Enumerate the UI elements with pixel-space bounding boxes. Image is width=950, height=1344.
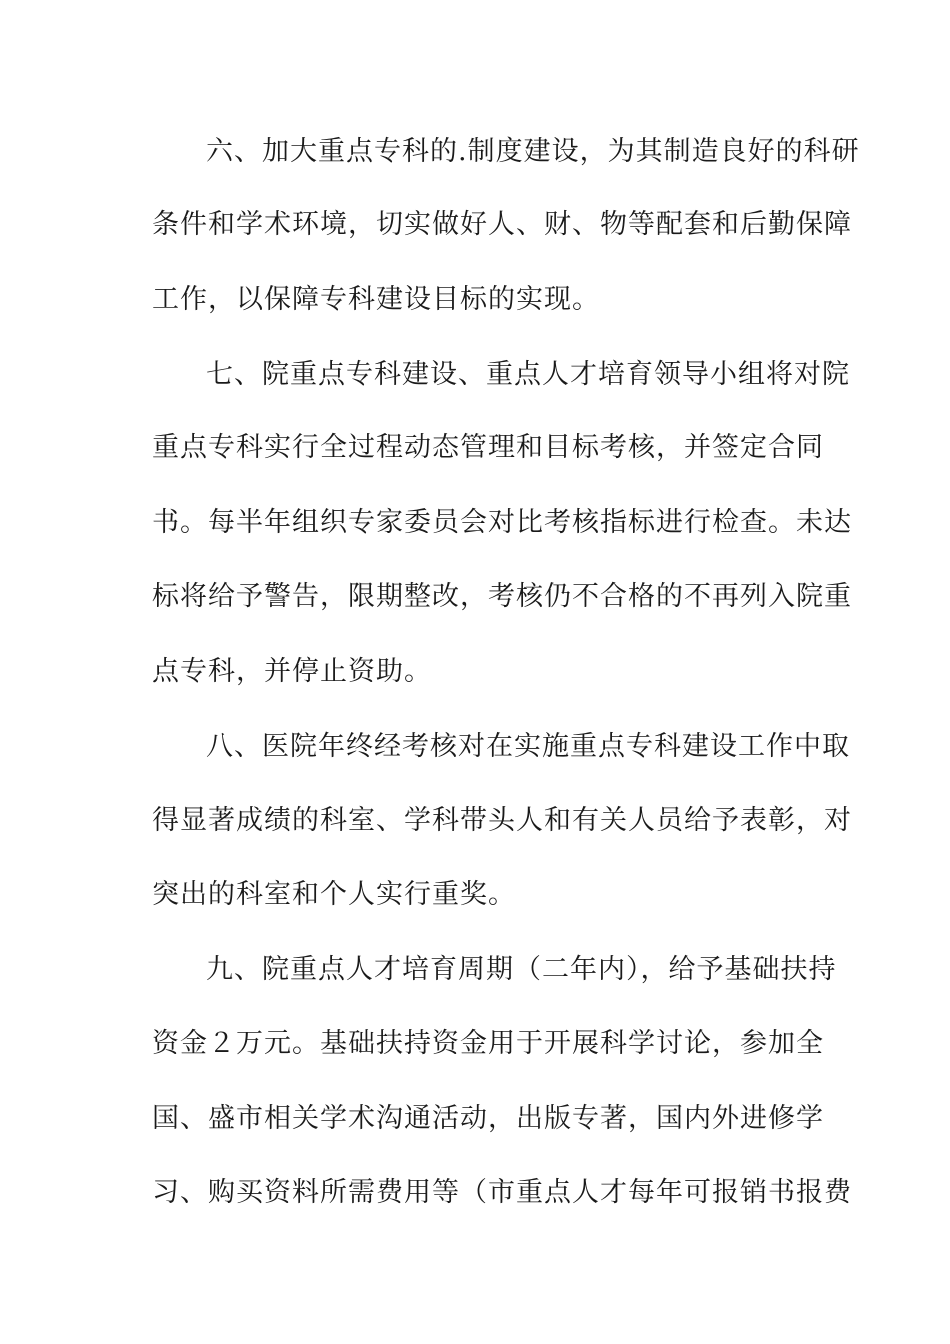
paragraph-8-line-3: 突出的科室和个人实行重奖。 (152, 879, 516, 910)
paragraph-9-line-4: 习、购买资料所需费用等（市重点人才每年可报销书报费 (152, 1177, 852, 1208)
paragraph-9-line-1: 九、院重点人才培育周期（二年内），给予基础扶持 (206, 954, 837, 985)
paragraph-7-line-4: 标将给予警告，限期整改，考核仍不合格的不再列入院重 (152, 581, 852, 612)
paragraph-7-line-5: 点专科，并停止资助。 (152, 656, 432, 687)
paragraph-8-line-1: 八、医院年终经考核对在实施重点专科建设工作中取 (206, 731, 850, 762)
paragraph-7-line-2: 重点专科实行全过程动态管理和目标考核，并签定合同 (152, 432, 824, 463)
paragraph-8-line-2: 得显著成绩的科室、学科带头人和有关人员给予表彰，对 (152, 805, 852, 836)
paragraph-6-line-1: 六、加大重点专科的.制度建设，为其制造良好的科研 (206, 136, 860, 167)
paragraph-6-line-3: 工作，以保障专科建设目标的实现。 (152, 284, 600, 315)
paragraph-9-line-2: 资金２万元。基础扶持资金用于开展科学讨论，参加全 (152, 1028, 824, 1059)
paragraph-6-line-2: 条件和学术环境，切实做好人、财、物等配套和后勤保障 (152, 209, 852, 240)
paragraph-7-line-3: 书。每半年组织专家委员会对比考核指标进行检查。未达 (152, 507, 852, 538)
paragraph-9-line-3: 国、盛市相关学术沟通活动，出版专著，国内外进修学 (152, 1103, 824, 1134)
paragraph-7-line-1: 七、院重点专科建设、重点人才培育领导小组将对院 (206, 359, 850, 390)
